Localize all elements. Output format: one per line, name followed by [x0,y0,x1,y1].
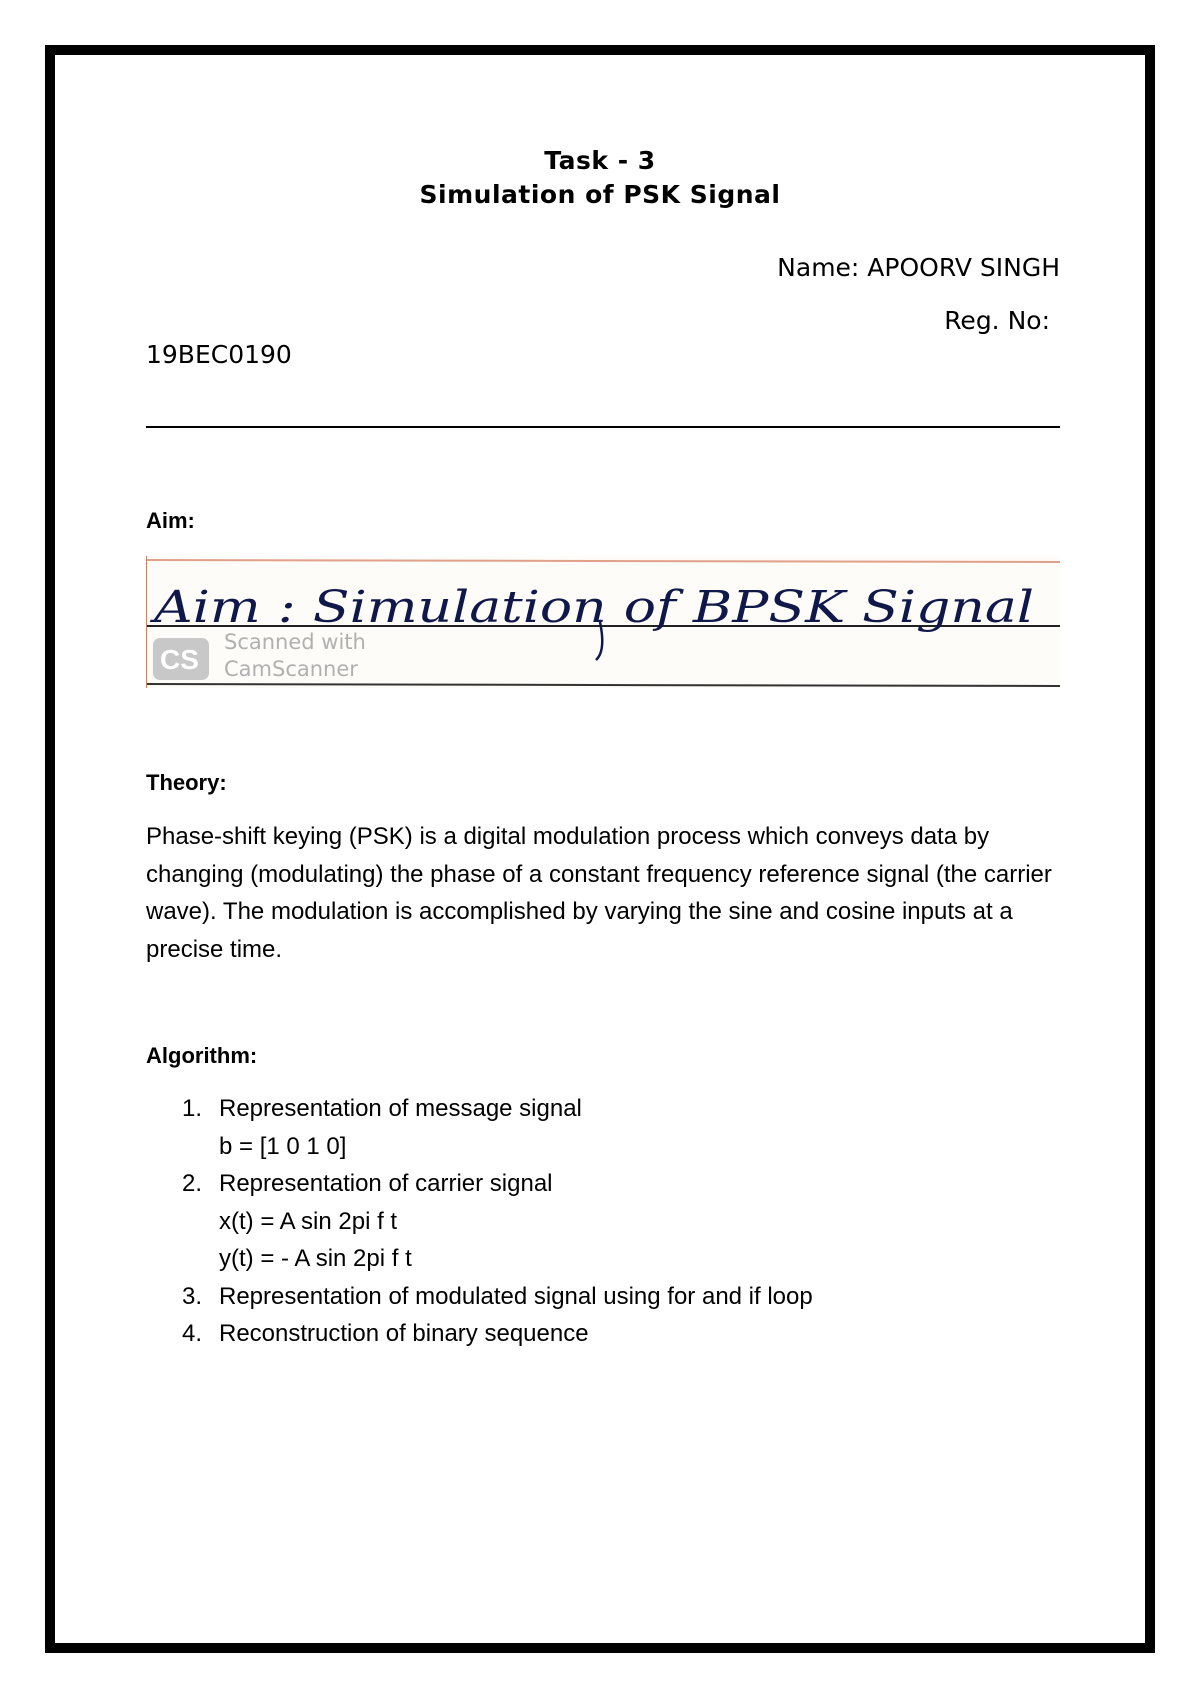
step-text: Reconstruction of binary sequence [219,1320,589,1347]
aim-heading: Aim: [146,508,195,533]
step-text: Representation of carrier signal [219,1170,553,1197]
task-number: Task - 3 [544,146,656,175]
step-number: 1. [182,1095,203,1122]
student-name: Name: APOORV SINGH [777,253,1060,282]
reg-no-value: 19BEC0190 [146,340,292,369]
page-title: Simulation of PSK Signal [419,180,781,209]
reg-no-label: Reg. No: [944,306,1050,335]
step-number: 4. [182,1320,203,1347]
aim-scan-svg [146,556,1060,688]
step-text: Representation of modulated signal using for and if loop [219,1282,813,1310]
algorithm-step [146,1165,1060,1278]
handwritten-aim: Aim : Simulation of BPSK Signal [149,582,1034,633]
algorithm-heading: Algorithm: [146,1043,258,1068]
watermark-line2: CamScanner [224,657,358,681]
theory-heading: Theory: [146,770,227,795]
step-text: Representation of message signal [219,1095,582,1122]
algorithm-step [146,1090,1060,1165]
step-sub: x(t) = A sin 2pi f t [219,1207,398,1235]
camscanner-logo: CS [160,644,199,675]
aim-scanned-image [146,556,1060,688]
step-number: 3. [182,1282,203,1310]
step-sub: y(t) = - A sin 2pi f t [219,1245,412,1272]
algorithm-step [146,1278,1060,1316]
theory-paragraph: Phase-shift keying (PSK) is a digital modulation process which conveys data by changing (modulating) the phase of a constant frequency reference signal (the carrier wave). The modulation is accomplished by varying the sine and cosine inputs at a precise time. [146,823,1052,963]
step-number: 2. [182,1170,203,1197]
watermark-line1: Scanned with [224,630,366,654]
algorithm-list [146,1090,1060,1353]
algorithm-step [146,1315,1060,1353]
header-divider [146,426,1060,428]
step-sub: b = [1 0 1 0] [219,1132,347,1160]
